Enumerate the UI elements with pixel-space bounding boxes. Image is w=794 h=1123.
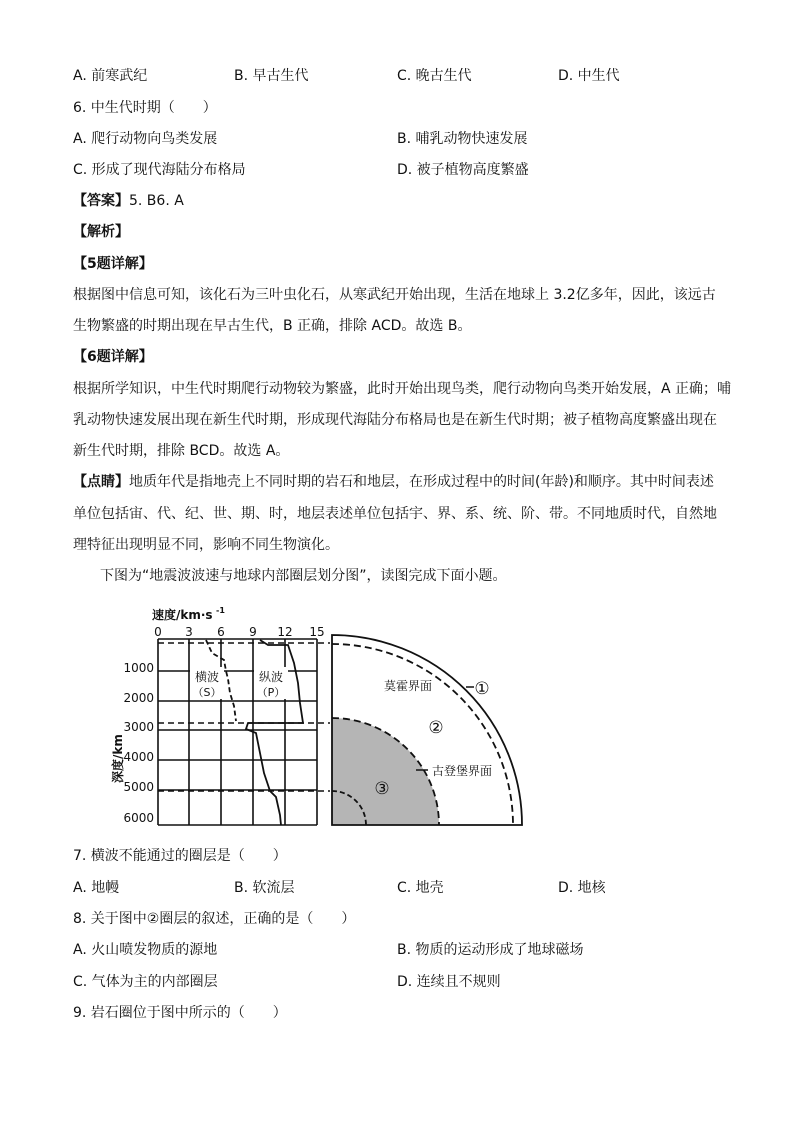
q5-option-b: B. 早古生代 — [234, 68, 309, 84]
speed-tick: 3 — [185, 625, 193, 639]
detail6-line-1: 根据所学知识，中生代时期爬行动物较为繁盛，此时开始出现鸟类，爬行动物向鸟类开始发展，A 正确；哺 — [73, 381, 732, 397]
q5-option-a: A. 前寒武纪 — [73, 68, 148, 84]
p-wave-label-sub: （P） — [256, 686, 286, 699]
detail6-title: 【6题详解】 — [73, 349, 153, 365]
q6-option-d: D. 被子植物高度繁盛 — [397, 162, 529, 178]
note-line-3: 理特征出现明显不同，影响不同生物演化。 — [73, 537, 339, 553]
detail5-line-2: 生物繁盛的时期出现在早古生代，B 正确，排除 ACD。故选 B。 — [73, 318, 472, 334]
note-text-1: 地质年代是指地壳上不同时期的岩石和地层，在形成过程中的时间(年龄)和顺序。其中时间表述 — [129, 474, 714, 490]
answer-line — [73, 191, 184, 211]
depth-tick: 1000 — [123, 661, 154, 675]
speed-tick: 9 — [249, 625, 257, 639]
q6-stem: 6. 中生代时期（ ） — [73, 100, 217, 116]
layer-1-label: ① — [474, 679, 490, 699]
q6-option-c: C. 形成了现代海陆分布格局 — [73, 162, 246, 178]
note-tag: 【点睛】 — [73, 474, 129, 490]
q8-stem: 8. 关于图中②圈层的叙述，正确的是（ ） — [73, 911, 356, 927]
q7-option-d: D. 地核 — [558, 880, 606, 896]
depth-tick: 2000 — [123, 691, 154, 705]
answer-text: 5. B6. A — [129, 193, 184, 209]
s-wave-label: 横波 — [194, 670, 220, 684]
seismic-wave-figure — [111, 603, 560, 835]
q7-option-b: B. 软流层 — [234, 880, 295, 896]
q8-option-b: B. 物质的运动形成了地球磁场 — [397, 942, 584, 958]
speed-axis-title: 速度/km·s — [152, 608, 213, 622]
speed-tick: 15 — [309, 625, 325, 639]
q5-option-c: C. 晚古生代 — [397, 68, 472, 84]
depth-tick: 4000 — [123, 750, 154, 764]
detail6-line-2: 乳动物快速发展出现在新生代时期，形成现代海陆分布格局也是在新生代时期；被子植物高度繁盛出现在 — [73, 412, 717, 428]
analysis-tag: 【解析】 — [73, 224, 129, 240]
q8-option-d: D. 连续且不规则 — [397, 974, 501, 990]
earth-section — [332, 635, 522, 825]
detail5-line-1: 根据图中信息可知，该化石为三叶虫化石，从寒武纪开始出现，生活在地球上 3.2亿多年，因此，该远古 — [73, 287, 716, 303]
q5-option-d: D. 中生代 — [558, 68, 620, 84]
p-wave-label: 纵波 — [258, 670, 284, 684]
detail5-title: 【5题详解】 — [73, 256, 153, 272]
depth-axis-title: 深度/km — [111, 734, 125, 783]
answer-tag: 【答案】 — [73, 193, 129, 209]
speed-tick: 0 — [154, 625, 162, 639]
q7-option-a: A. 地幔 — [73, 880, 120, 896]
moho-label: 莫霍界面 — [384, 679, 433, 693]
figure-intro: 下图为“地震波波速与地球内部圈层划分图”，读图完成下面小题。 — [100, 568, 507, 584]
depth-tick: 3000 — [123, 720, 154, 734]
boundary-lines — [158, 643, 330, 791]
speed-tick: 6 — [217, 625, 225, 639]
speed-axis-unit-sup: -1 — [216, 606, 225, 615]
note-line-1 — [73, 472, 714, 492]
q9-stem: 9. 岩石圈位于图中所示的（ ） — [73, 1005, 287, 1021]
depth-tick: 6000 — [123, 811, 154, 825]
core-region — [332, 718, 439, 825]
layer-2-label: ② — [428, 718, 444, 738]
detail6-line-3: 新生代时期，排除 BCD。故选 A。 — [73, 443, 290, 459]
q6-option-b: B. 哺乳动物快速发展 — [397, 131, 528, 147]
speed-tick: 12 — [277, 625, 293, 639]
q8-option-c: C. 气体为主的内部圈层 — [73, 974, 218, 990]
note-line-2: 单位包括宙、代、纪、世、期、时，地层表述单位包括宇、界、系、统、阶、带。不同地质时代，自然地 — [73, 506, 717, 522]
chart-grid — [158, 639, 317, 825]
depth-tick: 5000 — [123, 780, 154, 794]
q8-option-a: A. 火山喷发物质的源地 — [73, 942, 218, 958]
q7-option-c: C. 地壳 — [397, 880, 444, 896]
gutenberg-label: 古登堡界面 — [432, 764, 493, 778]
q6-option-a: A. 爬行动物向鸟类发展 — [73, 131, 218, 147]
layer-3-label: ③ — [374, 779, 390, 799]
s-wave-label-sub: （S） — [192, 686, 222, 699]
q7-stem: 7. 横波不能通过的圈层是（ ） — [73, 848, 287, 864]
